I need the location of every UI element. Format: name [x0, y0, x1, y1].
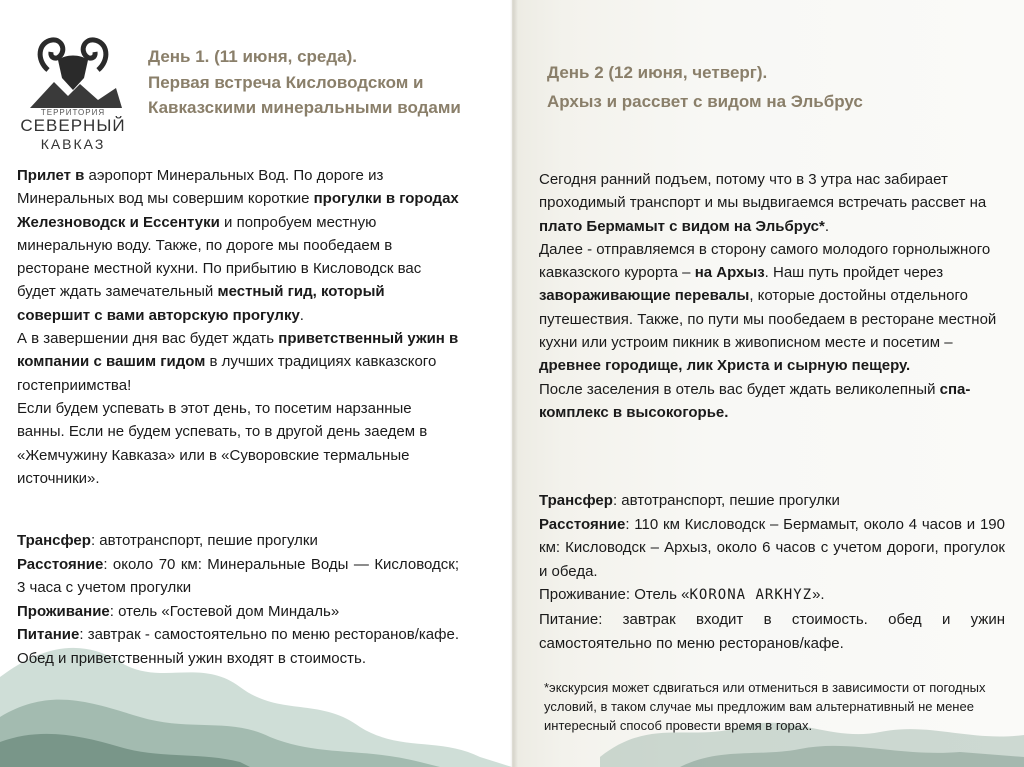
day1-title-line3: Кавказскими минеральными водами	[148, 98, 461, 117]
day1-transfer: Трансфер: автотранспорт, пешие прогулки	[17, 532, 318, 549]
day2-paragraph-2: Далее - отправляемся в сторону самого молодого горнолыжного кавказского курорта – на Архыз. Наш путь пройдет через завораживающие перевалы, которые достойны отдельного путешествия. Также, по пути мы пообедаем в ресторане местной кухни или устроим пикник в живописном месте и посетим – древнее городище, лик Христа и сырную пещеру.	[539, 240, 997, 375]
ram-logo-icon	[18, 30, 128, 110]
day2-accommodation: Проживание: Отель «KORONA ARKHYZ».	[539, 586, 825, 604]
day2-footnote: *экскурсия может сдвигаться или отмениться в зависимости от погодных условий, в таком случае мы предложим вам альтернативный не менее интересный способ провести время в горах.	[544, 680, 986, 733]
day2-details	[539, 489, 1005, 655]
day2-title-line1: День 2 (12 июня, четверг).	[547, 63, 768, 82]
day2-title-line2: Архыз и рассвет с видом на Эльбрус	[547, 92, 863, 111]
logo	[18, 30, 128, 165]
logo-name-line2: КАВКАЗ	[40, 136, 106, 152]
day2-paragraph-3: После заселения в отель вас будет ждать великолепный спа-комплекс в высокогорье.	[539, 380, 971, 421]
day2-transfer: Трансфер: автотранспорт, пешие прогулки	[539, 492, 840, 509]
day2-meals: Питание: завтрак входит в стоимость. обед и ужин самостоятельно по меню ресторанов/кафе.	[539, 610, 1005, 652]
logo-name-line1: СЕВЕРНЫЙ	[20, 116, 126, 135]
day1-details	[17, 529, 459, 670]
day2-distance: Расстояние: 110 км Кисловодск – Бермамыт, около 4 часов и 190 км: Кисловодск – Архыз, около 6 часов с учетом дороги, прогулок и обеда.	[539, 515, 1005, 580]
logo-subtitle: ТЕРРИТОРИЯ	[40, 108, 106, 117]
day1-title-line1: День 1. (11 июня, среда).	[148, 47, 357, 66]
day2-description	[539, 168, 1009, 424]
day1-meals: Питание: завтрак - самостоятельно по меню ресторанов/кафе. Обед и приветственный ужин входят в стоимость.	[17, 626, 459, 667]
day1-paragraph-3: Если будем успевать в этот день, то посетим нарзанные ванны. Если не будем успевать, то в другой день заедем в «Жемчужину Кавказа» или в «Суворовские термальные источники».	[17, 399, 428, 487]
day1-title-line2: Первая встреча Кисловодском и	[148, 72, 424, 92]
day1-title	[148, 44, 512, 121]
day1-accommodation: Проживание: отель «Гостевой дом Миндаль»	[17, 602, 340, 620]
day1-distance: Расстояние: около 70 км: Минеральные Воды — Кисловодск; 3 часа с учетом прогулки	[17, 555, 459, 596]
day2-title	[547, 58, 1007, 116]
day1-paragraph-2: А в завершении дня вас будет ждать приветственный ужин в компании с вашим гидом в лучших традициях кавказского гостеприимства!	[17, 330, 459, 394]
day1-description	[17, 164, 459, 490]
day2-paragraph-1: Сегодня ранний подъем, потому что в 3 утра нас забирает проходимый транспорт и мы выдвигаемся встречать рассвет на плато Бермамыт с видом на Эльбрус*.	[539, 171, 987, 235]
day1-paragraph-1: Прилет в аэропорт Минеральных Вод. По дороге из Минеральных вод мы совершим короткие прогулки в городах Железноводск и Ессентуки и попробуем местную минеральную воду. Также, по дороге мы пообедаем в ресторане местной кухни. По прибытию в Кисловодск вас будет ждать замечательный местный гид, который совершит с вами авторскую прогулку.	[17, 167, 459, 324]
